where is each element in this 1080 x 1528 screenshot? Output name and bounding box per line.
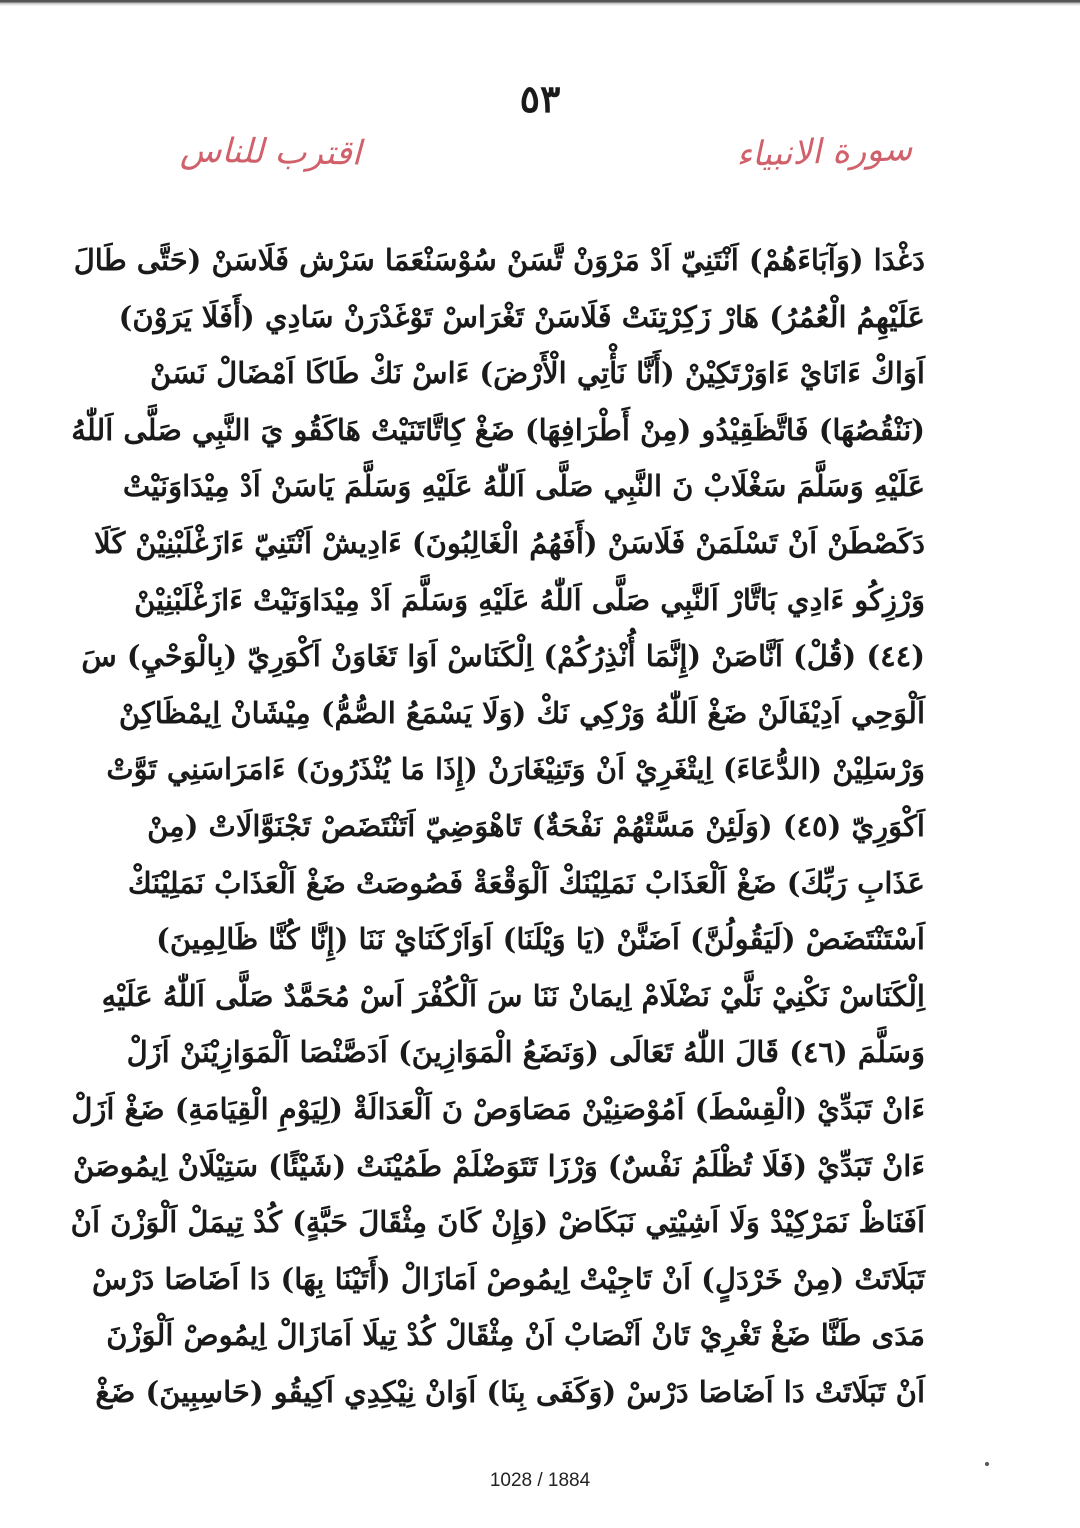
text-line: دَغْدَا (وَآبَاءَهُمْ) اَنْتَنِيّ اَدْ مَرْوَنْ تَّسَنْ سُوْسَنْعَمَا سَرْش فَلَاسَنْ (حَتَّى طَالَ bbox=[73, 243, 925, 277]
text-line: اَنْ تَبَلَاتَتْ دَا اَضَاصَا دَرْسْ (وَكَفَى بِنَا) اَوَانْ نِيْكِدِي اَكِيقُو (حَاسِبِينَ) ضَغْ bbox=[95, 1374, 925, 1409]
text-line: تَبَلَاتَتْ (مِنْ خَرْدَلٍ) اَنْ تَاجِيْتْ اِيمُوصْ اَمَازَالْ (أَتَيْنَا بِهَا) دَا اَضَاصَا دَرْسْ bbox=[91, 1261, 925, 1296]
text-line: عَلَيْهِمُ الْعُمُرُ) هَارْ زَكِرْتِنَتْ فَلَاسَنْ تَغْرَاسْ تَوْغَدْرَنْ سَادِي (أَفَلَا يَرَوْنَ) bbox=[118, 299, 925, 334]
body-text bbox=[70, 232, 925, 1420]
scan-edge bbox=[0, 0, 1080, 6]
scan-speck bbox=[985, 1462, 989, 1466]
text-line: اِلْكَنَاسْ نَكْنِيْ نَلَّيْ نَضْلَامْ اِيمَانْ نَنَا سَ اَلْكُفْرَ اَسْ مُحَمَّدٌ صَلَّى اَللّٰهُ عَلَيْهِ bbox=[101, 978, 925, 1013]
text-line: دَكَصْطَنْ اَنْ تَسْلَمَنْ فَلَاسَنْ (أَفَهُمُ الْغَالِبُونَ) ءَادِيشْ اَنْتَنِيّ ءَازَغْلَبْنِيْنْ كَلَا bbox=[94, 525, 925, 560]
text-line: ءَانْ تَبَدِّيْ (فَلَا تُظْلَمُ نَفْسٌ) وَرْزَا تَتَوَضْلَمْ طَمُيْنَتْ (شَيْئًا) سَتِيْلَانْ اِيمُوصَنْ bbox=[72, 1148, 925, 1183]
text-line: اَفَنَاظْ نَمَرْكِيْدْ وَلَا اَشِيْتِي نَبَكَاضْ (وَإِنْ كَانَ مِثْقَالَ حَبَّةٍ) كُدْ تِيمَلْ اَلْوَزْنَ اَنْ bbox=[70, 1205, 925, 1240]
text-line: ءَانْ تَبَدِّيْ (الْقِسْطَ) اَمُوْصَنِيْنْ مَصَاوَصْ نَ اَلْعَدَالَةْ (لِيَوْمِ الْقِيَامَةِ) ضَغْ اَزَلْ bbox=[71, 1091, 925, 1126]
text-line: وَرْزِكُو ءَادِي بَاتَّارْ اَلنَّبِي صَلَّى اَللّٰهُ عَلَيْهِ وَسَلَّمَ اَدْ مِيْدَاوَنَيْتْ ءَازَغْلَبْنِيْنْ bbox=[134, 582, 925, 617]
page-number: ٥٣ bbox=[519, 76, 561, 121]
handwritten-section-title: اقترب للناس bbox=[179, 130, 362, 174]
text-line: عَلَيْهِ وَسَلَّمَ سَغْلَابْ نَ النَّبِي صَلَّى اَللّٰهُ عَلَيْهِ وَسَلَّمَ يَاسَنْ اَدْ مِيْدَاوَنَيْتْ bbox=[122, 469, 925, 504]
text-line: اَوَاكْ ءَانَايْ ءَاوَرْتَكِيْنْ (أَنَّا نَأْتِي الْأَرْضَ) ءَاسْ نَكْ طَاكَا اَمْضَالْ نَسَنْ bbox=[150, 356, 925, 391]
handwritten-surah-name: سورة الانبياء bbox=[735, 128, 913, 176]
text-line: عَذَابِ رَبِّكَ) ضَغْ اَلْعَذَابْ نَمَلِيْنَكْ اَلْوَقْعَةْ فَصُوصَتْ ضَغْ اَلْعَذَابْ نَمَلِيْنَكْ bbox=[127, 865, 925, 900]
text-line: اَسْتَنْتَضَصْ (لَيَقُولُنَّ) اَضَنَّنْ (يَا وَيْلَنَا) اَوَاَرْكَنَايْ نَنَا (إِنَّا كُنَّا ظَالِمِينَ) bbox=[156, 922, 925, 957]
text-line: (نَنْقُصُهَا) فَاتَّظَقِيْدُو (مِنْ أَطْرَافِهَا) ضَغْ كِاتَّاتَنَيْتْ هَاكَقُو يَ النَّبِي صَلَّى اَللّٰهُ bbox=[71, 412, 925, 447]
text-line: وَرْسَلِيْنْ (الدُّعَاءَ) اِيتْغَرِيْ اَنْ وَتَنِيْغَارَنْ (إِذَا مَا يُنْذَرُونَ) ءَامَرَاسَنِي تَوَّتْ bbox=[106, 752, 925, 787]
text-line: وَسَلَّمَ (٤٦) قَالَ اللّٰهُ تَعَالَى (وَنَضَعُ الْمَوَازِينَ) اَدَصَّنْصَا اَلْمَوَازِيْنَنْ اَزَلْ bbox=[126, 1035, 925, 1070]
page-counter: 1028 / 1884 bbox=[489, 1470, 591, 1491]
text-line: اَكْوَرِيّ (٤٥) (وَلَئِنْ مَسَّتْهُمْ نَفْحَةٌ) تَاهْوَضِيّ اَتَنْتَضَصْ تَجْنَوَّالَاتْ (مِنْ bbox=[147, 808, 925, 843]
text-line: مَدَى طَنَّا ضَغْ تَغْرِيْ تَانْ اَنْصَابْ اَنْ مِثْقَالْ كُدْ تِيلَا اَمَازَالْ اِيمُوصْ اَلْوَزْنَ bbox=[106, 1318, 925, 1353]
text-line: (٤٤) (قُلْ) اَنَّاصَنْ (إِنَّمَا أُنْذِرُكُمْ) اِلْكَنَاسْ اَوَا تَغَاوَنْ اَكْوَرِيّ (بِالْوَحْيِ) سَ bbox=[81, 639, 925, 674]
text-line: اَلْوَحِي اَدِيْفَالَنْ ضَغْ اَللّٰهُ وَرْكِي نَكْ (وَلَا يَسْمَعُ الصُّمُّ) مِيْشَانْ اِيمْظَاكِنْ bbox=[118, 695, 925, 730]
